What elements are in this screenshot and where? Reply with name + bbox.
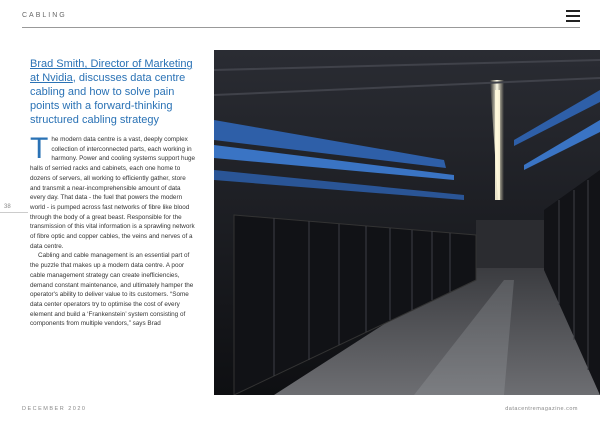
article-body — [30, 132, 197, 329]
header-divider — [22, 27, 580, 28]
footer-date: DECEMBER 2020 — [22, 406, 87, 412]
data-centre-photo — [214, 50, 600, 395]
article-headline — [30, 57, 200, 127]
paragraph-1-text: he modern data centre is a vast, deeply complex collection of interconnected parts, each working in harmony. Power and cooling systems support huge halls of serried racks and cabinets, each one home to dozens of servers, all working to efficiently gather, store and transmit a near-incomprehensible amount of data every day. That data - the fuel that powers the modern world - is pumped across fast networks of fibre like blood through the body of a great beast. Responsible for the transmission of this vital information is a sprawling network of fibre optic and copper cables, the veins and nerves of a data centre. — [30, 136, 196, 250]
author-link[interactable]: Brad Smith, Director of Marketing at Nvidia — [30, 58, 193, 84]
headline-text: , discusses data centre cabling and how to solve pain points with a forward-thinking structured cabling strategy — [30, 72, 186, 126]
data-centre-aisle-image — [214, 50, 600, 395]
section-label: CABLING — [22, 12, 67, 19]
footer-website-link[interactable]: datacentremagazine.com — [505, 406, 578, 412]
paragraph-2: Cabling and cable management is an essential part of the puzzle that makes up a modern data centre. A poor cable management strategy can create inefficiencies, demand constant maintenance, and ultimately hamper the operator's ability to deliver value to its customers. “Some data center operators try to optimise the cost of every element and build a ‘Frankenstein’ system consisting of components from multiple vendors,” says Brad — [30, 252, 194, 328]
hamburger-menu-icon[interactable] — [566, 10, 580, 22]
page-marker-line-left — [0, 212, 28, 213]
paragraph-1 — [30, 132, 197, 251]
page-number: 38 — [4, 204, 11, 210]
drop-cap: T — [30, 132, 49, 165]
